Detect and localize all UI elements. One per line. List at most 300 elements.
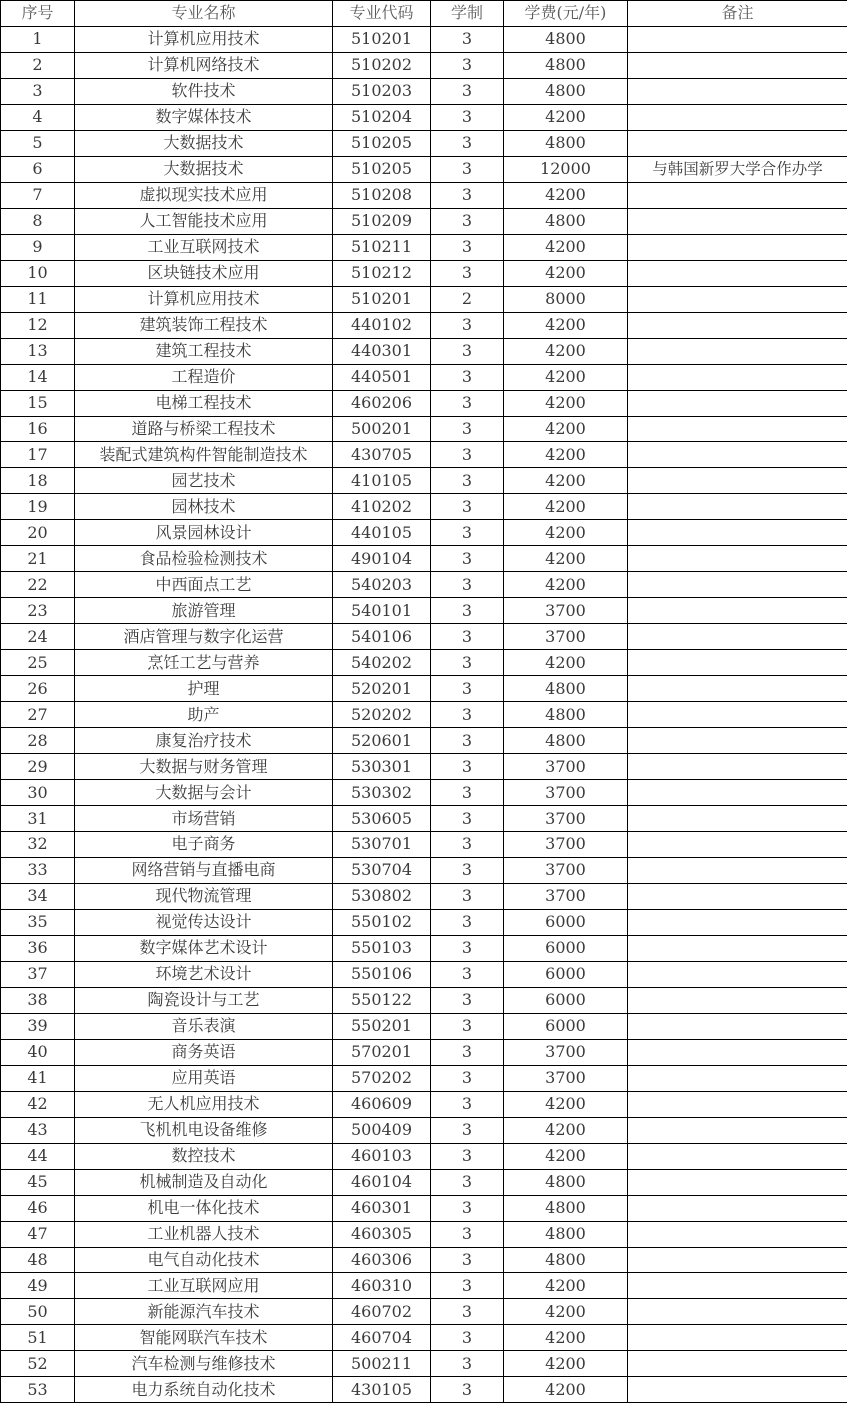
cell-remarks xyxy=(628,364,847,390)
cell-tuition: 4800 xyxy=(504,52,628,78)
cell-tuition: 4800 xyxy=(504,1169,628,1195)
cell-major-code: 460306 xyxy=(333,1247,431,1273)
cell-major-code: 500201 xyxy=(333,416,431,442)
table-row xyxy=(1,52,847,78)
cell-index: 25 xyxy=(1,650,75,676)
cell-major-name: 环境艺术设计 xyxy=(75,961,333,987)
table-row xyxy=(1,1325,847,1351)
cell-duration: 3 xyxy=(431,1325,504,1351)
cell-major-name: 电子商务 xyxy=(75,832,333,858)
table-row xyxy=(1,1013,847,1039)
cell-major-name: 市场营销 xyxy=(75,806,333,832)
header-remarks: 备注 xyxy=(628,1,847,27)
cell-remarks xyxy=(628,909,847,935)
cell-major-name: 园林技术 xyxy=(75,494,333,520)
table-row xyxy=(1,1117,847,1143)
cell-major-code: 460609 xyxy=(333,1091,431,1117)
table-row xyxy=(1,1247,847,1273)
cell-index: 39 xyxy=(1,1013,75,1039)
cell-index: 38 xyxy=(1,987,75,1013)
cell-remarks xyxy=(628,676,847,702)
cell-duration: 3 xyxy=(431,961,504,987)
cell-index: 27 xyxy=(1,702,75,728)
cell-major-name: 软件技术 xyxy=(75,78,333,104)
cell-duration: 3 xyxy=(431,857,504,883)
cell-index: 33 xyxy=(1,857,75,883)
cell-remarks xyxy=(628,1325,847,1351)
cell-index: 40 xyxy=(1,1039,75,1065)
cell-duration: 3 xyxy=(431,1143,504,1169)
table-row xyxy=(1,1091,847,1117)
table-row xyxy=(1,312,847,338)
cell-index: 20 xyxy=(1,520,75,546)
cell-major-name: 无人机应用技术 xyxy=(75,1091,333,1117)
cell-tuition: 8000 xyxy=(504,286,628,312)
cell-major-code: 540106 xyxy=(333,624,431,650)
cell-major-name: 工业互联网应用 xyxy=(75,1273,333,1299)
cell-major-name: 助产 xyxy=(75,702,333,728)
cell-index: 52 xyxy=(1,1351,75,1377)
cell-major-name: 电气自动化技术 xyxy=(75,1247,333,1273)
cell-major-code: 440102 xyxy=(333,312,431,338)
cell-tuition: 4800 xyxy=(504,728,628,754)
cell-remarks xyxy=(628,935,847,961)
cell-major-name: 区块链技术应用 xyxy=(75,260,333,286)
cell-remarks xyxy=(628,961,847,987)
cell-major-code: 540203 xyxy=(333,572,431,598)
cell-index: 37 xyxy=(1,961,75,987)
table-row xyxy=(1,494,847,520)
cell-tuition: 4800 xyxy=(504,78,628,104)
cell-duration: 3 xyxy=(431,234,504,260)
cell-duration: 3 xyxy=(431,546,504,572)
cell-remarks xyxy=(628,390,847,416)
cell-major-name: 工业互联网技术 xyxy=(75,234,333,260)
cell-major-name: 装配式建筑构件智能制造技术 xyxy=(75,442,333,468)
header-major-code: 专业代码 xyxy=(333,1,431,27)
cell-tuition: 3700 xyxy=(504,1065,628,1091)
cell-duration: 3 xyxy=(431,312,504,338)
cell-remarks xyxy=(628,338,847,364)
table-row xyxy=(1,1065,847,1091)
cell-major-name: 数字媒体艺术设计 xyxy=(75,935,333,961)
cell-index: 13 xyxy=(1,338,75,364)
cell-tuition: 4800 xyxy=(504,676,628,702)
cell-major-name: 建筑装饰工程技术 xyxy=(75,312,333,338)
cell-tuition: 4200 xyxy=(504,182,628,208)
table-row xyxy=(1,520,847,546)
table-row xyxy=(1,624,847,650)
cell-tuition: 4200 xyxy=(504,572,628,598)
cell-major-code: 460206 xyxy=(333,390,431,416)
cell-major-name: 新能源汽车技术 xyxy=(75,1299,333,1325)
cell-tuition: 4200 xyxy=(504,1273,628,1299)
cell-duration: 3 xyxy=(431,754,504,780)
cell-major-name: 大数据技术 xyxy=(75,130,333,156)
cell-major-code: 520202 xyxy=(333,702,431,728)
cell-duration: 3 xyxy=(431,1091,504,1117)
cell-duration: 3 xyxy=(431,78,504,104)
cell-major-code: 510209 xyxy=(333,208,431,234)
cell-major-name: 数控技术 xyxy=(75,1143,333,1169)
cell-remarks xyxy=(628,1169,847,1195)
cell-duration: 3 xyxy=(431,806,504,832)
table-row xyxy=(1,598,847,624)
table-row xyxy=(1,909,847,935)
cell-tuition: 6000 xyxy=(504,961,628,987)
cell-major-name: 大数据与财务管理 xyxy=(75,754,333,780)
cell-major-code: 490104 xyxy=(333,546,431,572)
cell-major-code: 530605 xyxy=(333,806,431,832)
cell-tuition: 4200 xyxy=(504,338,628,364)
cell-duration: 3 xyxy=(431,650,504,676)
cell-tuition: 4200 xyxy=(504,442,628,468)
cell-major-code: 520601 xyxy=(333,728,431,754)
cell-index: 17 xyxy=(1,442,75,468)
cell-major-name: 计算机网络技术 xyxy=(75,52,333,78)
cell-duration: 3 xyxy=(431,598,504,624)
table-row xyxy=(1,987,847,1013)
cell-index: 28 xyxy=(1,728,75,754)
cell-major-code: 510205 xyxy=(333,156,431,182)
cell-remarks xyxy=(628,987,847,1013)
cell-major-code: 570201 xyxy=(333,1039,431,1065)
table-row xyxy=(1,338,847,364)
cell-duration: 3 xyxy=(431,1013,504,1039)
cell-major-name: 虚拟现实技术应用 xyxy=(75,182,333,208)
cell-major-name: 园艺技术 xyxy=(75,468,333,494)
cell-tuition: 3700 xyxy=(504,780,628,806)
cell-major-code: 570202 xyxy=(333,1065,431,1091)
cell-duration: 3 xyxy=(431,364,504,390)
table-row xyxy=(1,1143,847,1169)
cell-index: 48 xyxy=(1,1247,75,1273)
cell-duration: 3 xyxy=(431,52,504,78)
cell-major-code: 410202 xyxy=(333,494,431,520)
cell-duration: 3 xyxy=(431,338,504,364)
cell-tuition: 6000 xyxy=(504,909,628,935)
cell-major-name: 应用英语 xyxy=(75,1065,333,1091)
cell-remarks xyxy=(628,208,847,234)
table-row xyxy=(1,390,847,416)
cell-major-code: 500211 xyxy=(333,1351,431,1377)
cell-remarks xyxy=(628,780,847,806)
cell-remarks xyxy=(628,857,847,883)
cell-index: 44 xyxy=(1,1143,75,1169)
table-row xyxy=(1,572,847,598)
cell-major-code: 460310 xyxy=(333,1273,431,1299)
cell-major-name: 大数据技术 xyxy=(75,156,333,182)
cell-remarks xyxy=(628,26,847,52)
cell-index: 23 xyxy=(1,598,75,624)
cell-major-name: 网络营销与直播电商 xyxy=(75,857,333,883)
cell-major-code: 500409 xyxy=(333,1117,431,1143)
table-row xyxy=(1,1273,847,1299)
table-row xyxy=(1,442,847,468)
cell-index: 3 xyxy=(1,78,75,104)
cell-tuition: 4200 xyxy=(504,468,628,494)
table-row xyxy=(1,702,847,728)
cell-tuition: 4200 xyxy=(504,650,628,676)
cell-major-code: 460702 xyxy=(333,1299,431,1325)
cell-duration: 3 xyxy=(431,909,504,935)
cell-major-code: 460305 xyxy=(333,1221,431,1247)
cell-remarks xyxy=(628,1013,847,1039)
cell-index: 10 xyxy=(1,260,75,286)
cell-remarks xyxy=(628,1247,847,1273)
cell-remarks xyxy=(628,754,847,780)
cell-remarks xyxy=(628,1273,847,1299)
cell-major-code: 530301 xyxy=(333,754,431,780)
cell-tuition: 4200 xyxy=(504,520,628,546)
table-body xyxy=(1,26,847,1402)
cell-duration: 3 xyxy=(431,1117,504,1143)
cell-duration: 3 xyxy=(431,156,504,182)
cell-major-code: 430705 xyxy=(333,442,431,468)
cell-index: 50 xyxy=(1,1299,75,1325)
cell-remarks xyxy=(628,1195,847,1221)
cell-tuition: 4200 xyxy=(504,1325,628,1351)
cell-index: 16 xyxy=(1,416,75,442)
cell-major-code: 540101 xyxy=(333,598,431,624)
cell-tuition: 4200 xyxy=(504,390,628,416)
table-row xyxy=(1,156,847,182)
cell-major-code: 550122 xyxy=(333,987,431,1013)
cell-index: 53 xyxy=(1,1377,75,1403)
cell-major-name: 智能网联汽车技术 xyxy=(75,1325,333,1351)
cell-tuition: 4200 xyxy=(504,260,628,286)
cell-tuition: 4200 xyxy=(504,1299,628,1325)
table-row xyxy=(1,1351,847,1377)
cell-major-code: 460103 xyxy=(333,1143,431,1169)
cell-major-name: 旅游管理 xyxy=(75,598,333,624)
cell-remarks xyxy=(628,598,847,624)
header-duration: 学制 xyxy=(431,1,504,27)
cell-duration: 3 xyxy=(431,624,504,650)
cell-duration: 3 xyxy=(431,1169,504,1195)
cell-index: 12 xyxy=(1,312,75,338)
table-row xyxy=(1,961,847,987)
cell-tuition: 4200 xyxy=(504,312,628,338)
cell-remarks xyxy=(628,650,847,676)
table-row xyxy=(1,650,847,676)
cell-tuition: 4200 xyxy=(504,1351,628,1377)
cell-index: 49 xyxy=(1,1273,75,1299)
cell-duration: 3 xyxy=(431,1247,504,1273)
table-row xyxy=(1,935,847,961)
cell-tuition: 6000 xyxy=(504,935,628,961)
cell-tuition: 4200 xyxy=(504,1143,628,1169)
cell-duration: 3 xyxy=(431,1065,504,1091)
cell-duration: 3 xyxy=(431,468,504,494)
cell-major-name: 飞机机电设备维修 xyxy=(75,1117,333,1143)
cell-remarks xyxy=(628,1351,847,1377)
cell-major-code: 510202 xyxy=(333,52,431,78)
cell-major-code: 460104 xyxy=(333,1169,431,1195)
cell-major-code: 440501 xyxy=(333,364,431,390)
cell-major-code: 540202 xyxy=(333,650,431,676)
cell-index: 9 xyxy=(1,234,75,260)
table-row xyxy=(1,676,847,702)
cell-duration: 3 xyxy=(431,208,504,234)
cell-index: 21 xyxy=(1,546,75,572)
cell-major-code: 510203 xyxy=(333,78,431,104)
cell-major-name: 数字媒体技术 xyxy=(75,104,333,130)
table-row xyxy=(1,857,847,883)
cell-major-code: 460301 xyxy=(333,1195,431,1221)
cell-remarks xyxy=(628,624,847,650)
cell-major-name: 电梯工程技术 xyxy=(75,390,333,416)
cell-major-code: 510205 xyxy=(333,130,431,156)
cell-major-code: 510201 xyxy=(333,286,431,312)
table-row xyxy=(1,1169,847,1195)
cell-index: 8 xyxy=(1,208,75,234)
cell-tuition: 3700 xyxy=(504,883,628,909)
table-row xyxy=(1,728,847,754)
cell-remarks xyxy=(628,234,847,260)
cell-duration: 3 xyxy=(431,1377,504,1403)
table-header xyxy=(1,1,847,27)
cell-major-name: 音乐表演 xyxy=(75,1013,333,1039)
cell-tuition: 12000 xyxy=(504,156,628,182)
header-index: 序号 xyxy=(1,1,75,27)
cell-duration: 3 xyxy=(431,935,504,961)
cell-index: 5 xyxy=(1,130,75,156)
cell-duration: 3 xyxy=(431,728,504,754)
header-major-name: 专业名称 xyxy=(75,1,333,27)
cell-tuition: 4200 xyxy=(504,104,628,130)
cell-major-name: 工业机器人技术 xyxy=(75,1221,333,1247)
cell-remarks: 与韩国新罗大学合作办学 xyxy=(628,156,847,182)
cell-index: 1 xyxy=(1,26,75,52)
cell-tuition: 4800 xyxy=(504,26,628,52)
cell-tuition: 3700 xyxy=(504,1039,628,1065)
cell-tuition: 3700 xyxy=(504,754,628,780)
table-row xyxy=(1,468,847,494)
cell-tuition: 4800 xyxy=(504,130,628,156)
table-row xyxy=(1,182,847,208)
cell-remarks xyxy=(628,286,847,312)
cell-index: 14 xyxy=(1,364,75,390)
cell-duration: 3 xyxy=(431,260,504,286)
cell-major-code: 410105 xyxy=(333,468,431,494)
cell-major-name: 食品检验检测技术 xyxy=(75,546,333,572)
cell-remarks xyxy=(628,416,847,442)
cell-major-name: 机电一体化技术 xyxy=(75,1195,333,1221)
table-row xyxy=(1,546,847,572)
table-row xyxy=(1,416,847,442)
table-row xyxy=(1,1377,847,1403)
cell-remarks xyxy=(628,104,847,130)
cell-major-code: 520201 xyxy=(333,676,431,702)
cell-remarks xyxy=(628,494,847,520)
cell-tuition: 4800 xyxy=(504,1221,628,1247)
cell-duration: 3 xyxy=(431,1351,504,1377)
cell-remarks xyxy=(628,806,847,832)
cell-duration: 3 xyxy=(431,702,504,728)
cell-index: 45 xyxy=(1,1169,75,1195)
cell-index: 15 xyxy=(1,390,75,416)
cell-remarks xyxy=(628,312,847,338)
table-row xyxy=(1,78,847,104)
cell-index: 32 xyxy=(1,832,75,858)
cell-remarks xyxy=(628,468,847,494)
table-row xyxy=(1,1039,847,1065)
cell-index: 46 xyxy=(1,1195,75,1221)
cell-remarks xyxy=(628,1299,847,1325)
cell-tuition: 4800 xyxy=(504,1247,628,1273)
cell-index: 31 xyxy=(1,806,75,832)
cell-major-code: 510211 xyxy=(333,234,431,260)
cell-index: 42 xyxy=(1,1091,75,1117)
cell-tuition: 4800 xyxy=(504,208,628,234)
cell-major-name: 道路与桥梁工程技术 xyxy=(75,416,333,442)
cell-tuition: 3700 xyxy=(504,806,628,832)
cell-major-name: 护理 xyxy=(75,676,333,702)
cell-tuition: 3700 xyxy=(504,624,628,650)
cell-tuition: 3700 xyxy=(504,598,628,624)
cell-major-name: 电力系统自动化技术 xyxy=(75,1377,333,1403)
cell-remarks xyxy=(628,1091,847,1117)
cell-remarks xyxy=(628,572,847,598)
cell-index: 24 xyxy=(1,624,75,650)
table-row xyxy=(1,1299,847,1325)
cell-duration: 3 xyxy=(431,26,504,52)
table-row xyxy=(1,754,847,780)
cell-major-name: 酒店管理与数字化运营 xyxy=(75,624,333,650)
cell-major-code: 440301 xyxy=(333,338,431,364)
cell-tuition: 4800 xyxy=(504,1195,628,1221)
cell-tuition: 4200 xyxy=(504,494,628,520)
cell-tuition: 6000 xyxy=(504,1013,628,1039)
cell-major-code: 510212 xyxy=(333,260,431,286)
cell-major-name: 中西面点工艺 xyxy=(75,572,333,598)
cell-duration: 3 xyxy=(431,883,504,909)
cell-index: 11 xyxy=(1,286,75,312)
cell-duration: 3 xyxy=(431,104,504,130)
cell-remarks xyxy=(628,883,847,909)
table-row xyxy=(1,780,847,806)
cell-major-code: 440105 xyxy=(333,520,431,546)
cell-remarks xyxy=(628,546,847,572)
cell-index: 30 xyxy=(1,780,75,806)
cell-remarks xyxy=(628,1117,847,1143)
cell-index: 51 xyxy=(1,1325,75,1351)
cell-major-name: 商务英语 xyxy=(75,1039,333,1065)
cell-remarks xyxy=(628,1221,847,1247)
cell-duration: 3 xyxy=(431,130,504,156)
cell-remarks xyxy=(628,1065,847,1091)
cell-remarks xyxy=(628,832,847,858)
cell-major-name: 烹饪工艺与营养 xyxy=(75,650,333,676)
cell-duration: 3 xyxy=(431,1039,504,1065)
cell-major-name: 计算机应用技术 xyxy=(75,26,333,52)
cell-index: 35 xyxy=(1,909,75,935)
cell-index: 19 xyxy=(1,494,75,520)
cell-remarks xyxy=(628,1377,847,1403)
cell-major-code: 550102 xyxy=(333,909,431,935)
cell-index: 4 xyxy=(1,104,75,130)
cell-index: 47 xyxy=(1,1221,75,1247)
cell-remarks xyxy=(628,260,847,286)
table-row xyxy=(1,1195,847,1221)
cell-tuition: 4200 xyxy=(504,416,628,442)
cell-major-name: 建筑工程技术 xyxy=(75,338,333,364)
cell-duration: 3 xyxy=(431,494,504,520)
cell-major-code: 460704 xyxy=(333,1325,431,1351)
cell-major-code: 550103 xyxy=(333,935,431,961)
cell-index: 6 xyxy=(1,156,75,182)
